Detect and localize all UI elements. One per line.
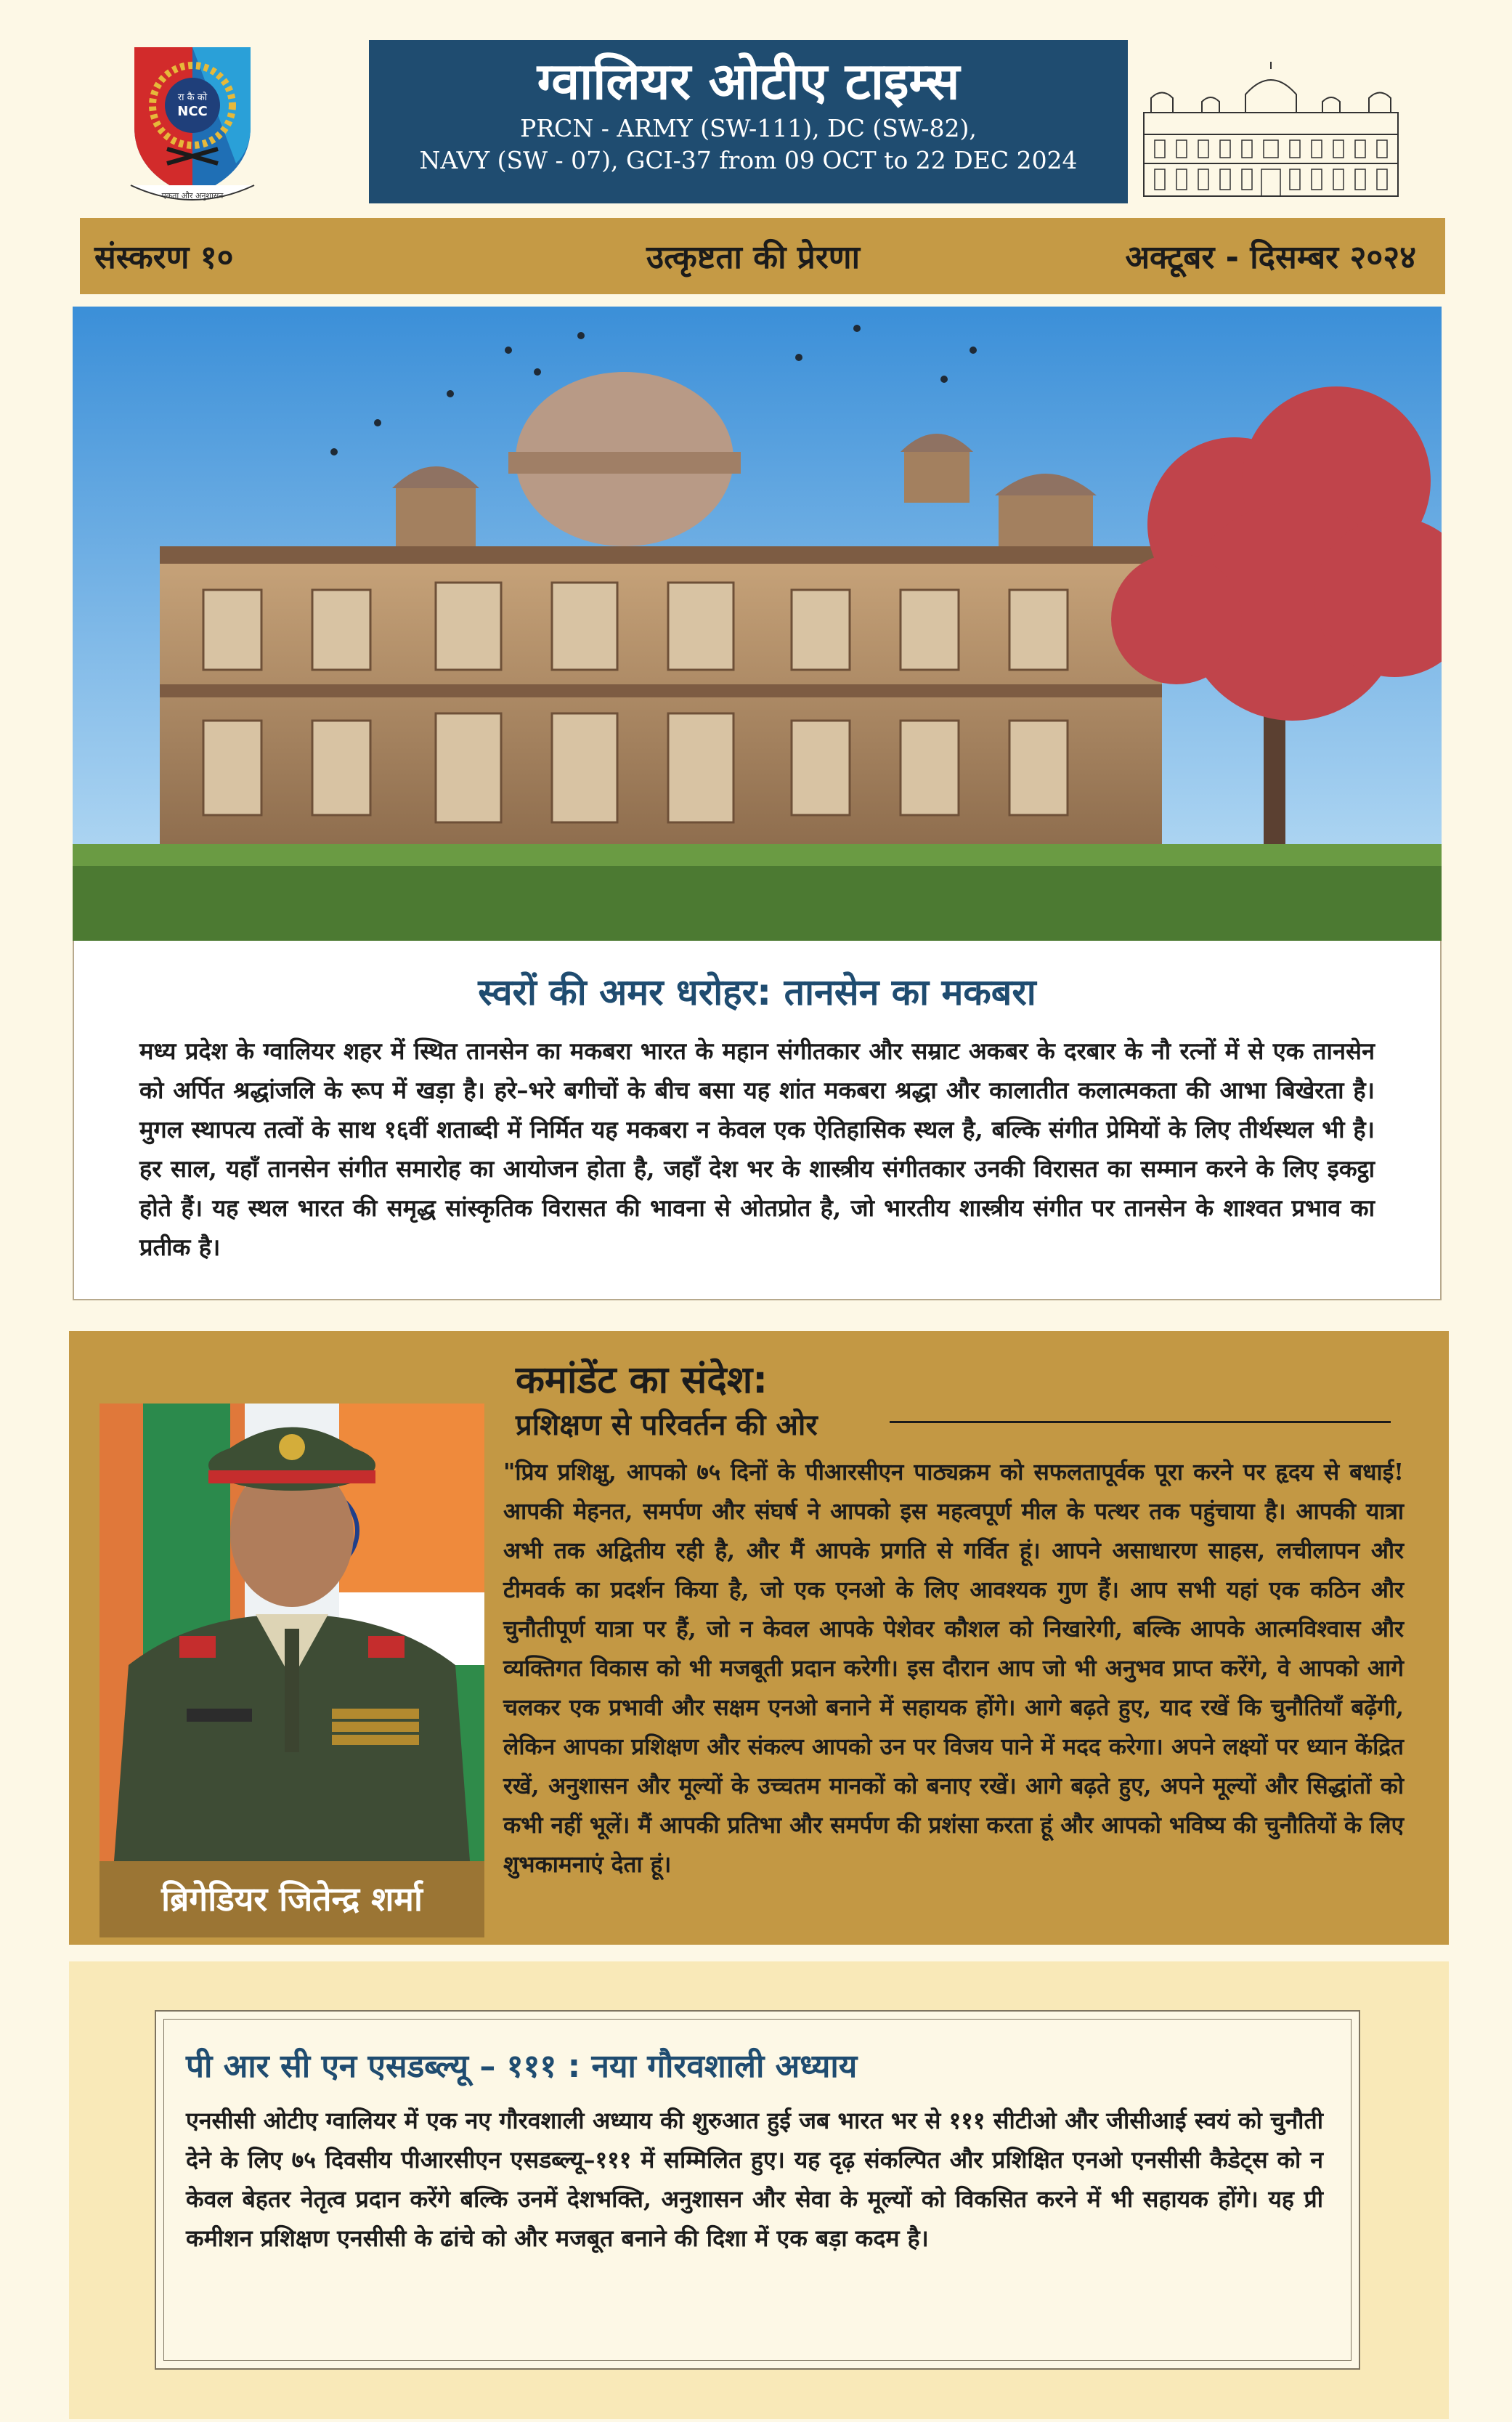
tansen-article bbox=[73, 941, 1442, 1300]
subheading-rule bbox=[890, 1421, 1391, 1423]
masthead bbox=[369, 40, 1128, 203]
commandant-name: ब्रिगेडियर जितेन्द्र शर्मा bbox=[99, 1861, 484, 1937]
logo-emblem-text: रा कै को bbox=[177, 92, 208, 103]
tagline: उत्कृष्टता की प्रेरणा bbox=[646, 239, 861, 276]
commandant-heading: कमांडेंट का संदेश: bbox=[516, 1358, 768, 1402]
commandant-message bbox=[69, 1331, 1449, 1945]
tansen-tomb-photo bbox=[73, 307, 1442, 941]
masthead-subtitle-line1: PRCN - ARMY (SW-111), DC (SW-82), bbox=[520, 114, 977, 142]
prcn-heading: पी आर सी एन एसडब्ल्यू – १११ : नया गौरवशाली अध्याय bbox=[186, 2048, 858, 2085]
prcn-inner-frame bbox=[163, 2019, 1352, 2361]
newsletter-title: ग्वालियर ओटीए टाइम्स bbox=[537, 52, 960, 111]
prcn-article bbox=[155, 2010, 1360, 2370]
commandant-body: "प्रिय प्रशिक्षु, आपको ७५ दिनों के पीआरसीएन पाठ्यक्रम को सफलतापूर्वक पूरा करने पर हृदय से बधाई! आपकी मेहनत, समर्पण और संघर्ष ने आपको इस महत्वपूर्ण मील के पत्थर तक पहुंचाया है। आपकी यात्रा अभी तक अद्वितीय रही है, और मैं आपके प्रगति से गर्वित हूं। आपने असाधारण साहस, लचीलापन और टीमवर्क का प्रदर्शन किया है, जो एक एनओ के लिए आवश्यक गुण हैं। आप सभी यहां एक कठिन और चुनौतीपूर्ण यात्रा पर हैं, जो न केवल आपके पेशेवर कौशल को निखारेगी, बल्कि आपके आत्मविश्वास और व्यक्तिगत विकास को भी मजबूती प्रदान करेगी। इस दौरान आप जो भी अनुभव प्राप्त करेंगे, वे आपको आगे चलकर एक प्रभावी और सक्षम एनओ बनाने में सहायक होंगे। आगे बढ़ते हुए, याद रखें कि चुनौतियाँ बढ़ेंगी, लेकिन आपका प्रशिक्षण और संकल्प आपको उन पर विजय पाने में मदद करेगा। अपने लक्ष्यों पर ध्यान केंद्रित रखें, अनुशासन और मूल्यों के उच्चतम मानकों को बनाए रखें। आगे बढ़ते हुए, अपने मूल्यों और सिद्धांतों को कभी नहीं भूलें। मैं आपकी प्रतिभा और समर्पण की प्रशंसा करता हूं और आपको भविष्य की चुनौतियों के लिए शुभकामनाएं देता हूं। bbox=[503, 1459, 1404, 1878]
svg-text:NCC: NCC bbox=[177, 104, 208, 119]
tansen-body: मध्य प्रदेश के ग्वालियर शहर में स्थित तानसेन का मकबरा भारत के महान संगीतकार और सम्राट अकबर के दरबार के नौ रत्नों में से एक तानसेन को अर्पित श्रद्धांजलि के रूप में खड़ा है। हरे–भरे बगीचों के बीच बसा यह शांत मकबरा श्रद्धा और कालातीत कलात्मकता की आभा बिखेरता है। मुगल स्थापत्य तत्वों के साथ १६वीं शताब्दी में निर्मित यह मकबरा न केवल एक ऐतिहासिक स्थल है, बल्कि संगीत प्रेमियों के लिए तीर्थस्थल भी है। हर साल, यहाँ तानसेन संगीत समारोह का आयोजन होता है, जहाँ देश भर के शास्त्रीय संगीतकार उनकी विरासत का सम्मान करने के लिए इकट्ठा होते हैं। यह स्थल भारत की समृद्ध सांस्कृतिक विरासत की भावना से ओतप्रोत है, जो भारतीय शास्त्रीय संगीत पर तानसेन के शाश्वत प्रभाव का प्रतीक है। bbox=[139, 1037, 1375, 1261]
ncc-logo bbox=[120, 40, 265, 211]
commandant-subheading: प्रशिक्षण से परिवर्तन की ओर bbox=[516, 1409, 818, 1442]
edition-date: अक्टूबर - दिसम्बर २०२४ bbox=[1125, 239, 1416, 276]
edition-band bbox=[80, 218, 1445, 294]
masthead-subtitle-line2: NAVY (SW - 07), GCI-37 from 09 OCT to 22 DEC 2024 bbox=[419, 146, 1078, 174]
logo-motto: एकता और अनुशासन bbox=[161, 191, 224, 201]
commandant-photo bbox=[99, 1404, 484, 1861]
palace-illustration bbox=[1137, 62, 1405, 200]
prcn-body: एनसीसी ओटीए ग्वालियर में एक नए गौरवशाली अध्याय की शुरुआत हुई जब भारत भर से १११ सीटीओ और जीसीआई स्वयं को चुनौती देने के लिए ७५ दिवसीय पीआरसीएन एसडब्ल्यू–१११ में सम्मिलित हुए। यह दृढ़ संकल्पित और प्रशिक्षित एनओ एनसीसी कैडेट्स को न केवल बेहतर नेतृत्व प्रदान करेंगे बल्कि उनमें देशभक्ति, अनुशासन और सेवा के मूल्यों को विकसित करने में भी सहायक होंगे। यह प्री कमीशन प्रशिक्षण एनसीसी के ढांचे को और मजबूत बनाने की दिशा में एक बड़ा कदम है। bbox=[186, 2107, 1323, 2252]
edition-number: संस्करण १० bbox=[94, 239, 234, 276]
prcn-section bbox=[69, 1961, 1449, 2419]
tansen-heading: स्वरों की अमर धरोहर: तानसेन का मकबरा bbox=[478, 971, 1036, 1013]
